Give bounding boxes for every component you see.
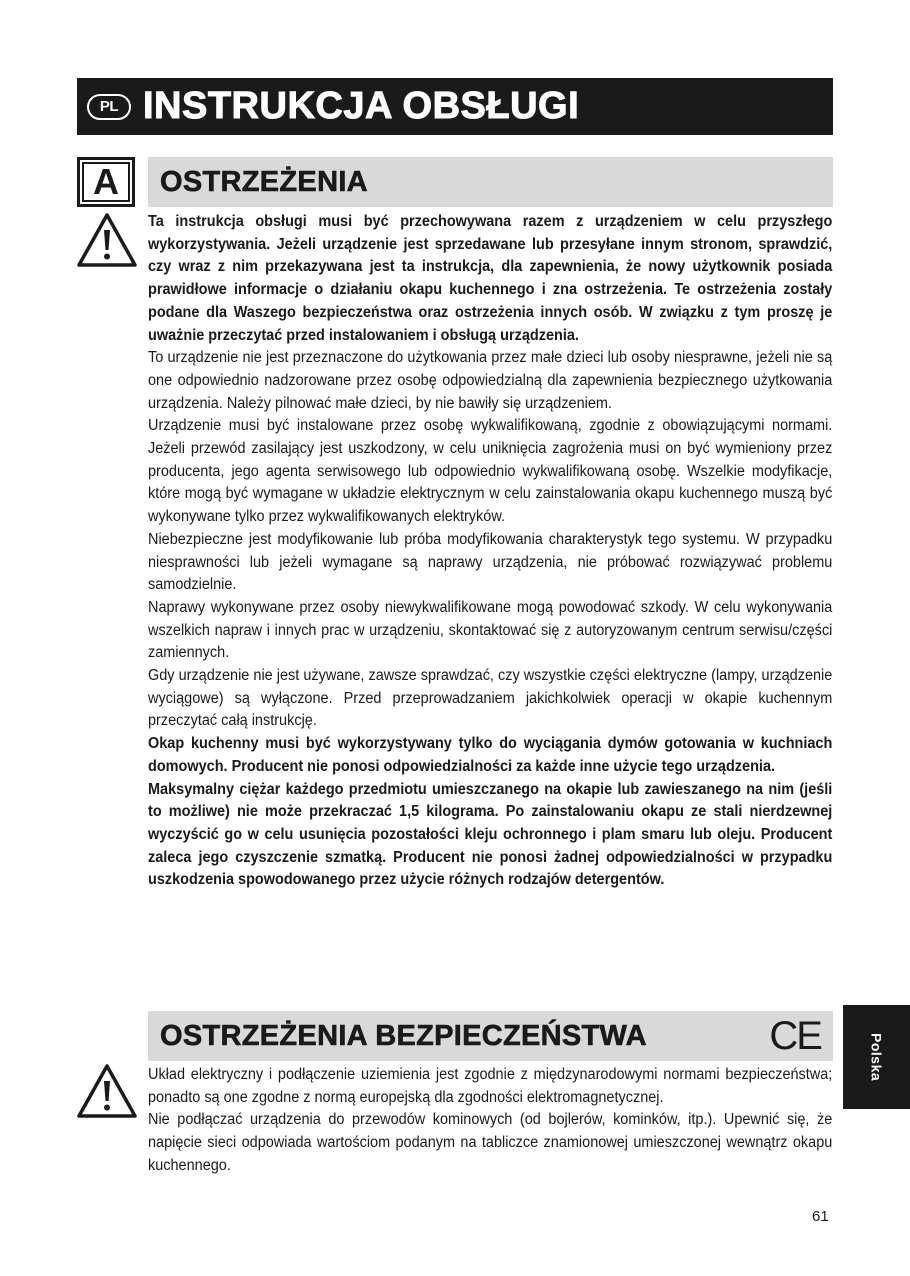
section-header-warnings bbox=[148, 157, 833, 207]
safety-warnings-body bbox=[148, 1064, 832, 1178]
language-side-tab bbox=[843, 1005, 910, 1109]
paragraph: Ta instrukcja obsługi musi być przechowywana razem z urządzeniem w celu przyszłego wykorzystywania. Jeżeli urządzenie jest sprzedawane lub przesyłane innym stronom, sprawdzić, czy wraz z nim przekazywana jest ta instrukcja, dla zapewnienia, że nowy użytkownik posiada prawidłowe informacje o działaniu okapu kuchennego i zna ostrzeżenia. Te ostrzeżenia zostały podane dla Waszego bezpieczeństwa oraz ostrzeżenia innych osób. W związku z tym proszę je uważnie przeczytać przed instalowaniem i obsługą urządzenia. bbox=[148, 213, 833, 344]
page-title: INSTRUKCJA OBSŁUGI bbox=[143, 85, 580, 127]
paragraph: To urządzenie nie jest przeznaczone do użytkowania przez małe dzieci lub osoby niesprawne, jeżeli nie są one odpowiednio nadzorowane przez osobę odpowiedzialną dla zapewnienia bezpiecznego użytkowania urządzenia. Należy pilnować małe dzieci, by nie bawiły się urządzeniem. bbox=[148, 349, 833, 412]
side-tab-label: Polska bbox=[868, 1032, 885, 1082]
warning-triangle-icon bbox=[76, 1063, 138, 1119]
paragraph: Nie podłączać urządzenia do przewodów kominowych (od bojlerów, kominków, itp.). Upewnić się, że napięcie sieci odpowiada wartościom podanym na tabliczce znamionowej umieszczonej wewnątrz okapu kuchennego. bbox=[148, 1111, 833, 1174]
title-bar bbox=[77, 78, 833, 135]
warning-triangle-icon bbox=[76, 212, 138, 268]
section-title-warnings: OSTRZEŻENIA bbox=[160, 165, 368, 198]
paragraph: Naprawy wykonywane przez osoby niewykwalifikowane mogą powodować szkody. W celu wykonywania wszelkich napraw i innych prac w urządzeniu, skontaktować się z autoryzowanym centrum serwisu/części zamiennych. bbox=[148, 598, 833, 662]
paragraph: Układ elektryczny i podłączenie uziemienia jest zgodnie z międzynarodowymi normami bezpieczeństwa; ponadto są one zgodne z normą europejską dla zgodności elektromagnetycznej. bbox=[148, 1066, 833, 1106]
section-title-safety-warnings: OSTRZEŻENIA BEZPIECZEŃSTWA bbox=[160, 1019, 647, 1052]
paragraph: Niebezpieczne jest modyfikowanie lub próba modyfikowania charakterystyk tego systemu. W przypadku niesprawności lub jeżeli wymagane są naprawy urządzenia, nie próbować rozwiązywać problemu samodzielnie. bbox=[148, 530, 833, 594]
paragraph: Gdy urządzenie nie jest używane, zawsze sprawdzać, czy wszystkie części elektryczne (lampy, urządzenie wyciągowe) są wyłączone. Przed przeprowadzaniem jakichkolwiek operacji w okapie kuchennym przeczytać całą instrukcję. bbox=[148, 667, 833, 730]
ce-mark-icon: CE bbox=[769, 1013, 821, 1058]
paragraph: Urządzenie musi być instalowane przez osobę wykwalifikowaną, zgodnie z obowiązującymi normami. Jeżeli przewód zasilający jest uszkodzony, w celu uniknięcia zagrożenia musi on być wymieniony przez producenta, jego agenta serwisowego lub odpowiednio wykwalifikowaną osobę. Wszelkie modyfikacje, które mogą być wymagane w układzie elektrycznym w celu zainstalowania okapu kuchennego muszą być wykonywane tylko przez wykwalifikowanych elektryków. bbox=[148, 417, 833, 526]
section-letter: A bbox=[93, 161, 119, 202]
paragraph: Maksymalny ciężar każdego przedmiotu umieszczanego na okapie lub zawieszanego na nim (jeśli to możliwe) nie może przekraczać 1,5 kilograma. Po zainstalowaniu okapu ze stali nierdzewnej wyczyścić go w celu usunięcia pozostałości kleju ochronnego i plam smaru lub oleju. Producent zaleca jego czyszczenie szmatką. Producent nie ponosi żadnej odpowiedzialności w przypadku uszkodzenia spowodowanego przez użycie różnych rodzajów detergentów. bbox=[148, 780, 833, 889]
page-number: 61 bbox=[812, 1208, 829, 1225]
section-header-safety-warnings bbox=[148, 1011, 833, 1061]
language-badge: PL bbox=[87, 94, 131, 120]
warnings-body bbox=[148, 211, 832, 892]
paragraph: Okap kuchenny musi być wykorzystywany tylko do wyciągania dymów gotowania w kuchniach domowych. Producent nie ponosi odpowiedzialności za każde inne użycie tego urządzenia. bbox=[148, 735, 833, 775]
section-letter-badge bbox=[77, 157, 135, 207]
